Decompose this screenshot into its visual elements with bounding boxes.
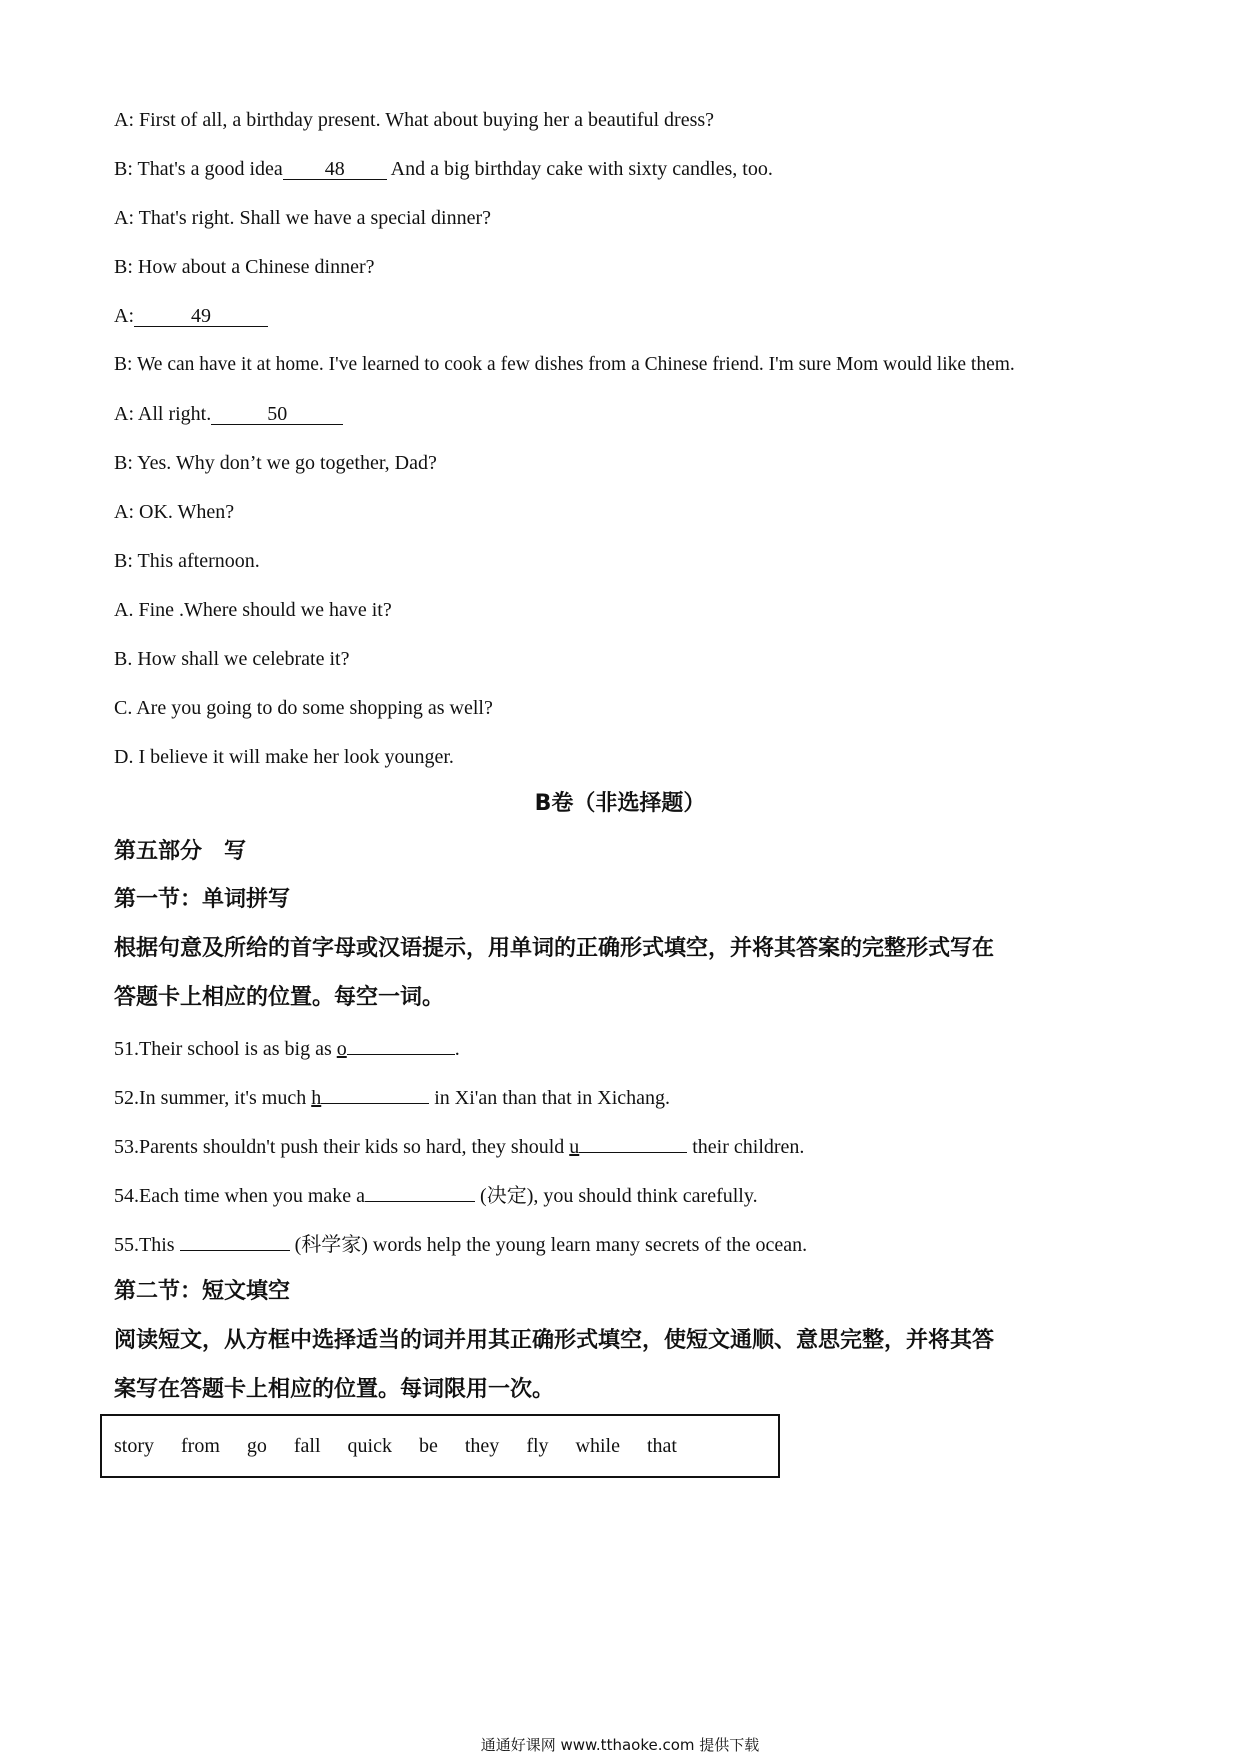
dialogue-line-4: B: How about a Chinese dinner?	[114, 256, 375, 278]
dialogue-line-6: B: We can have it at home. I've learned to cook a few dishes from a Chinese friend. I'm sure Mom would like them.	[114, 354, 1015, 375]
dialogue-line-9: A: OK. When?	[114, 501, 235, 523]
dialogue-line-2: B: That's a good idea 48 And a big birthday cake with sixty candles, too.	[114, 158, 773, 180]
answer-blank-48: 48	[283, 159, 387, 180]
word-box-item: they	[464, 1434, 500, 1457]
answer-line	[579, 1134, 687, 1153]
word-box	[100, 1414, 780, 1478]
section-2-instructions-2: 案写在答题卡上相应的位置。每词限用一次。	[114, 1377, 555, 1402]
question-55: 55.This (科学家) words help the young learn many secrets of the ocean.	[114, 1234, 808, 1256]
answer-line	[365, 1183, 475, 1202]
answer-blank-50: 50	[211, 404, 343, 425]
word-box-item: while	[575, 1434, 620, 1457]
question-52: 52.In summer, it's much h in Xi'an than that in Xichang.	[114, 1087, 671, 1109]
part-five-heading: 第五部分 写	[114, 839, 247, 864]
word-box-item: be	[418, 1434, 438, 1457]
word-box-item: quick	[347, 1434, 392, 1457]
dialogue-line-10: B: This afternoon.	[114, 550, 260, 572]
option-c: C. Are you going to do some shopping as well?	[114, 697, 493, 719]
option-b: B. How shall we celebrate it?	[114, 648, 350, 670]
answer-line	[347, 1036, 455, 1055]
section-b-title: B卷（非选择题）	[534, 791, 706, 816]
dialogue-line-7: A: All right. 50	[114, 402, 343, 426]
question-51: 51.Their school is as big as o .	[114, 1038, 460, 1060]
question-54: 54.Each time when you make a (决定), you should think carefully.	[114, 1185, 758, 1207]
word-box-item: that	[646, 1434, 677, 1457]
word-box-item: fly	[526, 1434, 549, 1457]
dialogue-line-8: B: Yes. Why don’t we go together, Dad?	[114, 452, 437, 474]
answer-line	[321, 1085, 429, 1104]
section-1-heading: 第一节：单词拼写	[114, 887, 291, 912]
answer-blank-49: 49	[134, 306, 268, 327]
word-box-item: go	[246, 1434, 267, 1457]
section-2-instructions-1: 阅读短文，从方框中选择适当的词并用其正确形式填空，使短文通顺、意思完整，并将其答	[114, 1328, 995, 1353]
word-box-item: from	[181, 1434, 220, 1457]
section-2-heading: 第二节：短文填空	[114, 1279, 291, 1304]
word-box-item: story	[114, 1434, 154, 1457]
page-footer: 通通好课网 www.tthaoke.com 提供下载	[480, 1736, 760, 1754]
question-53: 53.Parents shouldn't push their kids so hard, they should u their children.	[114, 1136, 805, 1158]
dialogue-line-3: A: That's right. Shall we have a special dinner?	[114, 207, 492, 229]
option-d: D. I believe it will make her look younger.	[114, 746, 454, 768]
option-a: A. Fine .Where should we have it?	[114, 599, 392, 621]
dialogue-line-5: A: 49	[114, 304, 268, 328]
section-1-instructions-1: 根据句意及所给的首字母或汉语提示，用单词的正确形式填空，并将其答案的完整形式写在	[114, 936, 995, 961]
answer-line	[180, 1232, 290, 1251]
dialogue-line-1: A: First of all, a birthday present. What about buying her a beautiful dress?	[114, 109, 715, 131]
word-box-item: fall	[293, 1434, 321, 1457]
section-1-instructions-2: 答题卡上相应的位置。每空一词。	[114, 985, 445, 1010]
